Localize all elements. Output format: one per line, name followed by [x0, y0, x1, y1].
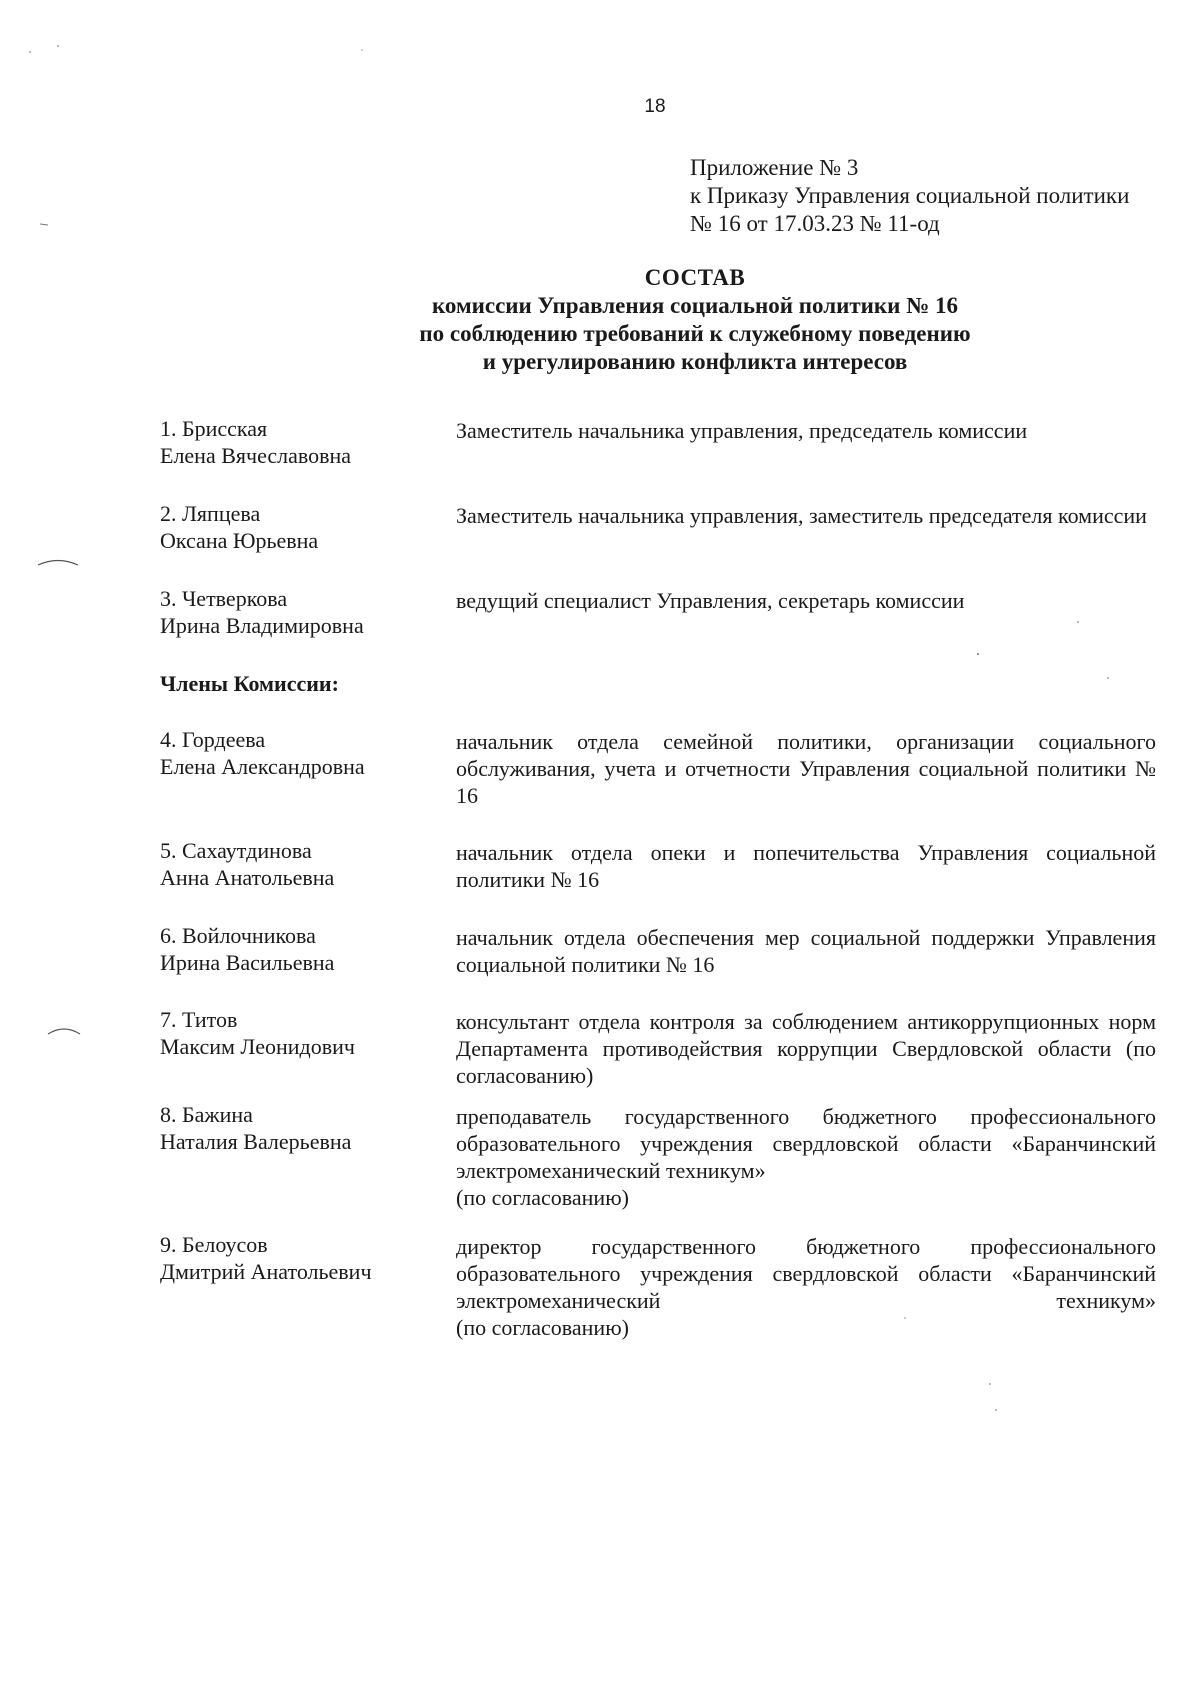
- title-main: СОСТАВ: [644, 265, 746, 290]
- member-surname: 6. Войлочникова: [160, 923, 316, 948]
- member-surname: 1. Брисская: [160, 416, 268, 441]
- title-line: и урегулированию конфликта интересов: [482, 349, 908, 374]
- members-heading: Члены Комиссии:: [160, 671, 339, 696]
- scan-mark: [48, 1029, 80, 1034]
- scan-mark: [57, 45, 59, 47]
- member-given-name: Елена Вячеславовна: [160, 443, 352, 468]
- appendix-line: № 16 от 17.03.23 № 11-од: [690, 211, 940, 236]
- member-given-name: Максим Леонидович: [160, 1034, 355, 1059]
- member-role-text: преподаватель государственного бюджетного профессионального образовательного учреждения свердловской области «Баранчинский электромеханический техникум»: [456, 1104, 1156, 1183]
- member-surname: 5. Сахаутдинова: [160, 838, 312, 863]
- member-surname: 4. Гордеева: [160, 727, 266, 752]
- member-surname: 9. Белоусов: [160, 1232, 268, 1257]
- member-surname: 3. Четверкова: [160, 586, 288, 611]
- member-surname: 7. Титов: [160, 1007, 238, 1032]
- title-line: по соблюдению требований к служебному поведению: [419, 321, 971, 346]
- member-given-name: Наталия Валерьевна: [160, 1129, 352, 1154]
- member-role: начальник отдела опеки и попечительства Управления социальной политики № 16: [456, 840, 1156, 892]
- member-surname: 2. Ляпцева: [160, 501, 261, 526]
- member-role: ведущий специалист Управления, секретарь комиссии: [456, 588, 965, 613]
- page-number: 18: [644, 96, 666, 117]
- scan-mark: [995, 1409, 997, 1411]
- member-role-note: (по согласованию): [456, 1185, 629, 1210]
- member-role-text: директор государственного бюджетного профессионального образовательного учреждения свердловской области «Баранчинский электромеханический техникум»: [456, 1234, 1156, 1313]
- scan-mark: [989, 1383, 991, 1385]
- scan-mark: [1107, 677, 1109, 679]
- member-role-note: (по согласованию): [456, 1315, 629, 1340]
- appendix-line: к Приказу Управления социальной политики: [690, 183, 1130, 208]
- member-role: Заместитель начальника управления, председатель комиссии: [456, 418, 1028, 443]
- member-surname: 8. Бажина: [160, 1102, 253, 1127]
- member-given-name: Ирина Васильевна: [160, 950, 335, 975]
- member-given-name: Елена Александровна: [160, 754, 365, 779]
- scan-mark: [29, 51, 31, 53]
- scan-mark: [977, 653, 979, 655]
- member-role: консультант отдела контроля за соблюдением антикоррупционных норм Департамента противодействия коррупции Свердловской области (по согласованию): [456, 1009, 1156, 1088]
- scan-mark: [361, 49, 363, 51]
- title-line: комиссии Управления социальной политики № 16: [431, 293, 959, 318]
- member-given-name: Анна Анатольевна: [160, 865, 335, 890]
- member-role: начальник отдела семейной политики, организации социального обслуживания, учета и отчетности Управления социальной политики № 16: [456, 729, 1156, 808]
- scan-mark: [904, 1317, 906, 1319]
- scan-mark: [40, 224, 48, 225]
- member-role: начальник отдела обеспечения мер социальной поддержки Управления социальной политики № 16: [456, 925, 1156, 977]
- member-given-name: Оксана Юрьевна: [160, 528, 319, 553]
- scan-mark: [1077, 621, 1079, 623]
- member-given-name: Ирина Владимировна: [160, 613, 364, 638]
- scan-mark: [38, 561, 78, 566]
- member-role: Заместитель начальника управления, заместитель председателя комиссии: [456, 503, 1147, 528]
- appendix-line: Приложение № 3: [690, 155, 859, 180]
- member-given-name: Дмитрий Анатольевич: [160, 1259, 372, 1284]
